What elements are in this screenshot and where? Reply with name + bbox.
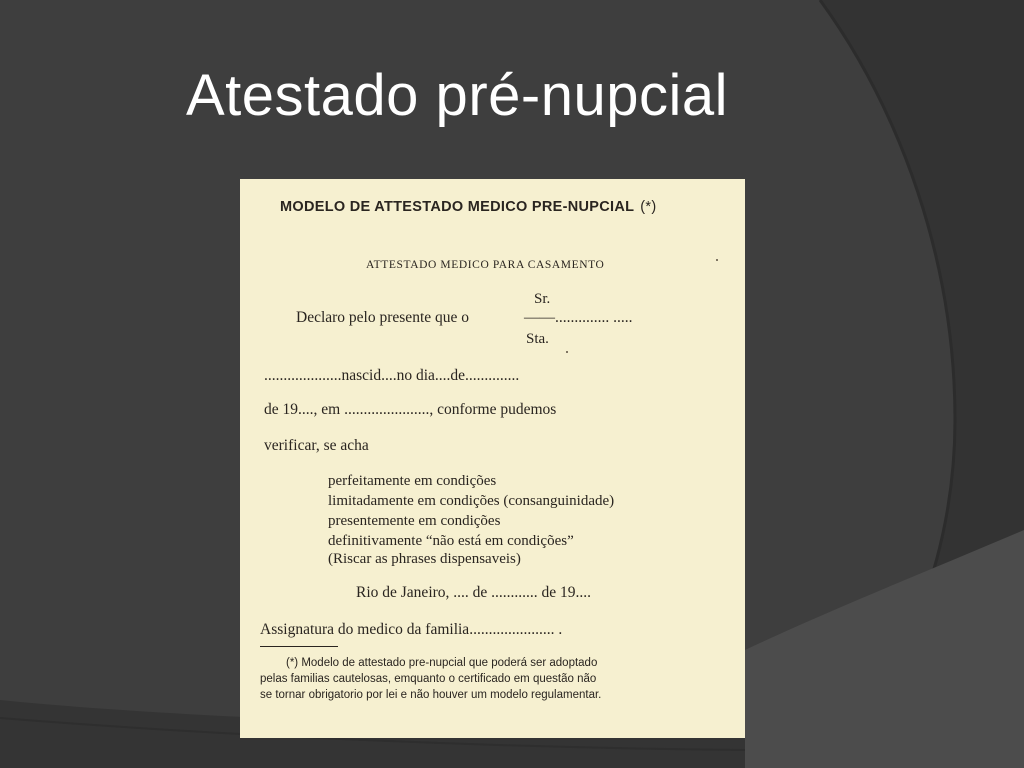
condition-option: limitadamente em condições (consanguinidade) <box>328 493 615 509</box>
condition-option: perfeitamente em condições <box>328 473 497 489</box>
slide-title: Atestado pré-nupcial <box>186 63 728 128</box>
condition-option: definitivamente “não está em condições” <box>328 533 574 549</box>
paper-speck <box>566 351 568 353</box>
birth-line: ....................nascid....no dia....de.............. <box>264 367 520 384</box>
footnote-divider <box>260 646 338 647</box>
document-heading-text: MODELO DE ATTESTADO MEDICO PRE-NUPCIAL <box>280 199 635 215</box>
footnote-line: pelas familias cautelosas, emquanto o certificado em questão não <box>260 673 597 685</box>
footnote-mark: (*) <box>640 199 657 215</box>
place-date-line: Rio de Janeiro, .... de ............ de 19.... <box>356 584 592 601</box>
scanned-document <box>240 179 745 738</box>
year-line: de 19...., em ......................, conforme pudemos <box>264 401 557 418</box>
declaration-blank: ——.............. ..... <box>524 309 633 326</box>
paper-speck <box>716 259 718 261</box>
document-subtitle: ATTESTADO MEDICO PARA CASAMENTO <box>366 259 605 271</box>
option-sta: Sta. <box>526 331 549 347</box>
signature-line: Assignatura do medico da familia...................... . <box>260 621 563 638</box>
document-heading <box>280 199 657 215</box>
option-sr: Sr. <box>534 291 551 307</box>
verify-line: verificar, se acha <box>264 437 369 454</box>
condition-option: presentemente em condições <box>328 513 501 529</box>
strike-instruction: (Riscar as phrases dispensaveis) <box>328 551 521 567</box>
footnote-line: (*) Modelo de attestado pre-nupcial que poderá ser adoptado <box>286 657 598 669</box>
declaration-text: Declaro pelo presente que o <box>296 309 470 326</box>
footnote-line: se tornar obrigatorio por lei e não houver um modelo regulamentar. <box>260 689 602 701</box>
